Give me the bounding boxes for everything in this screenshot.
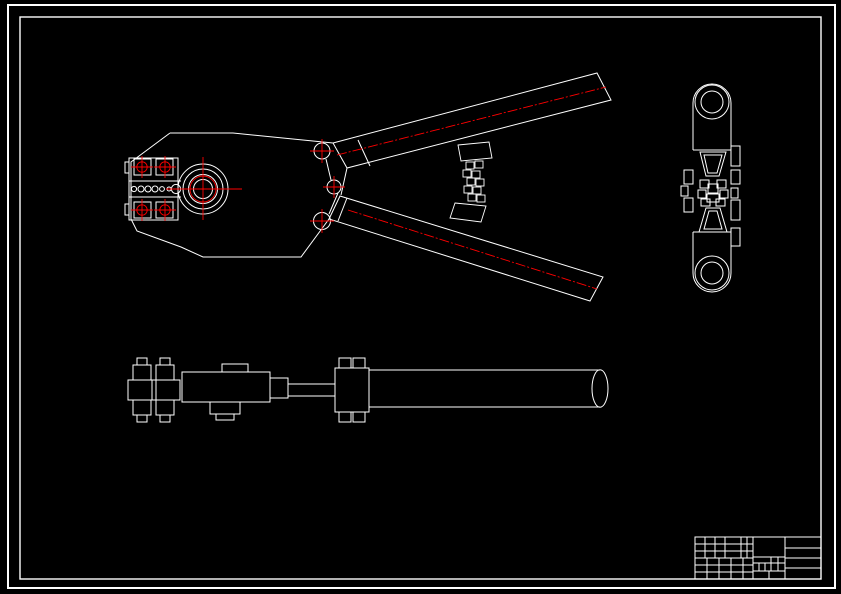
head-outline (131, 133, 329, 257)
upper-handle (333, 73, 611, 168)
title-block (695, 537, 821, 579)
bottom-view (128, 358, 608, 422)
outer-border-frame (8, 5, 835, 588)
return-spring (450, 142, 492, 222)
lower-handle (329, 168, 603, 301)
side-view (681, 84, 740, 292)
main-view-crimping-tool (125, 73, 611, 301)
main-view-centerlines (131, 87, 606, 289)
head-top-edge (170, 133, 333, 143)
handle-joints (314, 143, 342, 230)
